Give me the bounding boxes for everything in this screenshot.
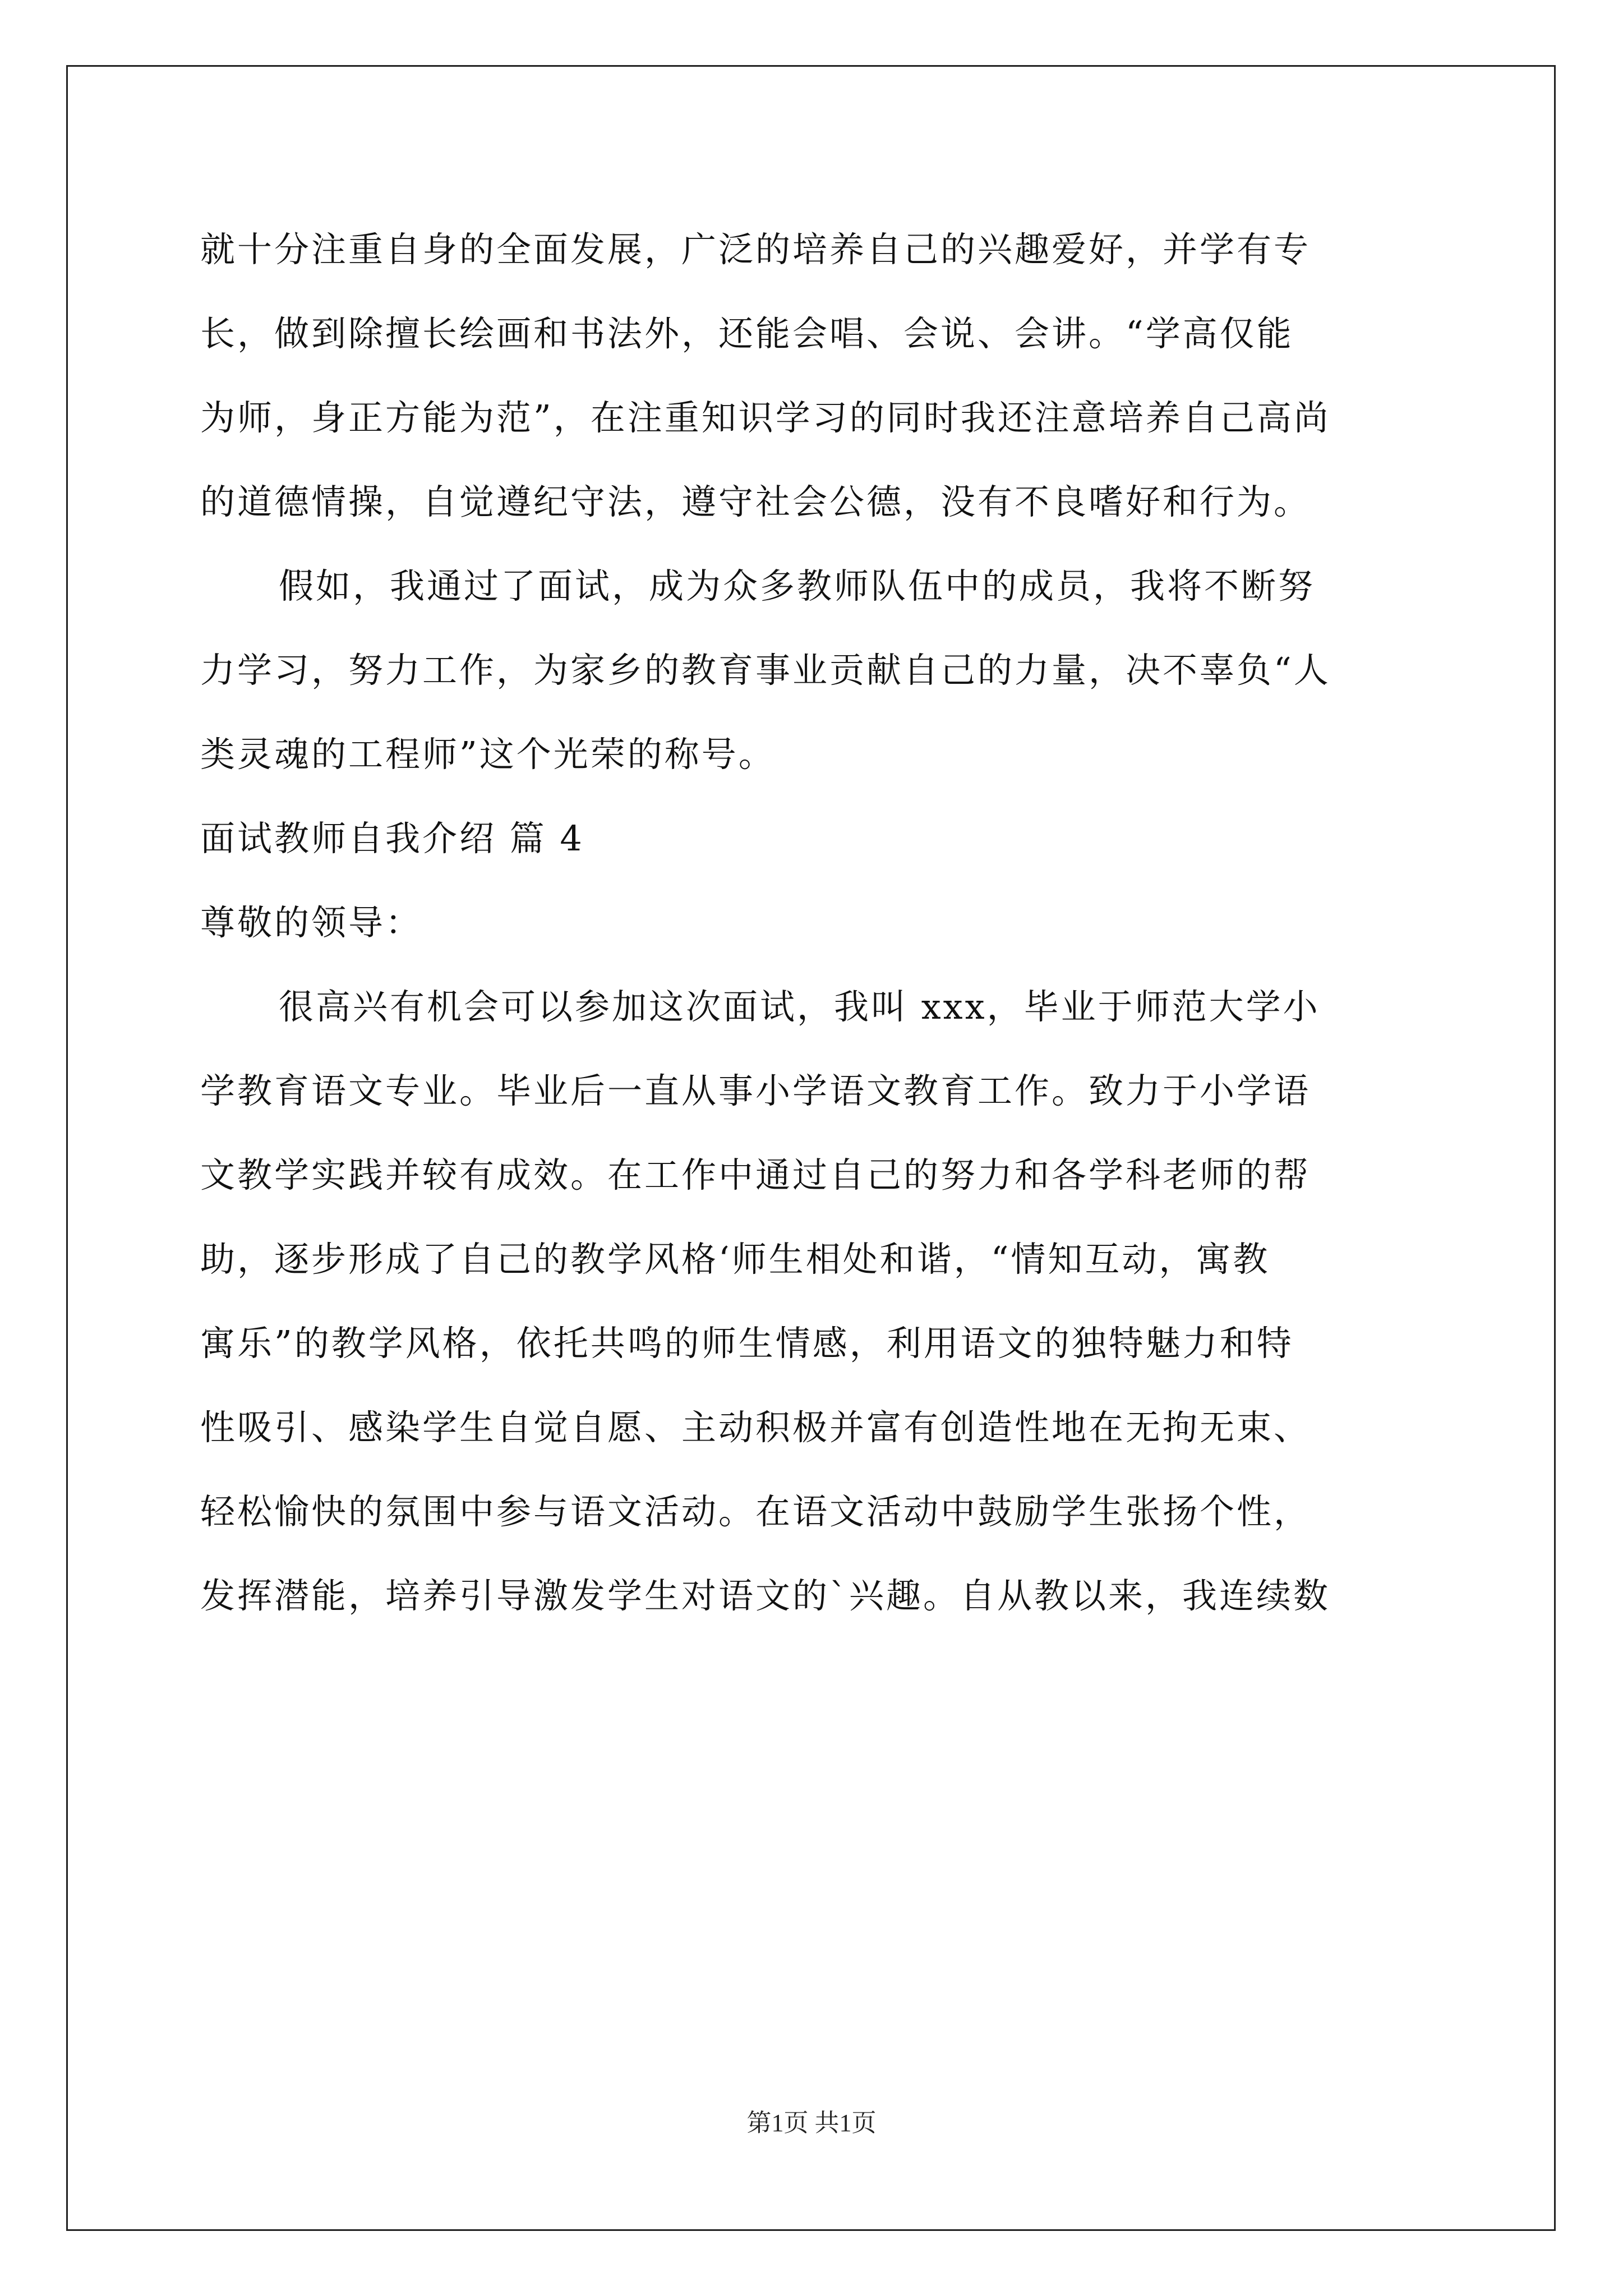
text-line: 助，逐步形成了自己的教学风格‘师生相处和谐，“情知互动，寓教 [200,1239,1270,1280]
text-line: 轻松愉快的氛围中参与语文活动。在语文活动中鼓励学生张扬个性， [200,1491,1311,1532]
section-heading: 面试教师自我介绍 篇 4 [200,818,584,859]
paragraph-3 [200,965,1434,1638]
page-number-footer: 第1页 共1页 [746,2109,877,2137]
text-line: 寓乐”的教学风格，依托共鸣的师生情感，利用语文的独特魅力和特 [200,1323,1294,1364]
text-line: 文教学实践并较有成效。在工作中通过自己的努力和各学科老师的帮 [200,1154,1311,1195]
text-line: 假如，我通过了面试，成为众多教师队伍中的成员，我将不断努 [279,565,1316,606]
text-line: 长，做到除擅长绘画和书法外，还能会唱、会说、会讲。“学高仅能 [200,313,1294,354]
text-line: 为师，身正方能为范”，在注重知识学习的同时我还注意培养自己高尚 [200,397,1331,438]
text-line: 类灵魂的工程师”这个光荣的称号。 [200,734,776,775]
text-line: 力学习，努力工作，为家乡的教育事业贡献自己的力量，决不辜负“人 [200,650,1331,691]
paragraph-2 [200,544,1434,797]
document-body [200,208,1434,1638]
salutation: 尊敬的领导： [200,902,423,943]
paragraph-1 [200,208,1434,544]
text-line: 就十分注重自身的全面发展，广泛的培养自己的兴趣爱好，并学有专 [200,229,1311,270]
text-line: 很高兴有机会可以参加这次面试，我叫 xxx，毕业于师范大学小 [279,986,1320,1027]
text-line: 发挥潜能，培养引导激发学生对语文的`兴趣。自从教以来，我连续数 [200,1575,1331,1616]
text-line: 的道德情操，自觉遵纪守法，遵守社会公德，没有不良嗜好和行为。 [200,481,1311,522]
text-line: 性吸引、感染学生自觉自愿、主动积极并富有创造性地在无拘无束、 [200,1407,1311,1448]
text-line: 学教育语文专业。毕业后一直从事小学语文教育工作。致力于小学语 [200,1070,1311,1111]
